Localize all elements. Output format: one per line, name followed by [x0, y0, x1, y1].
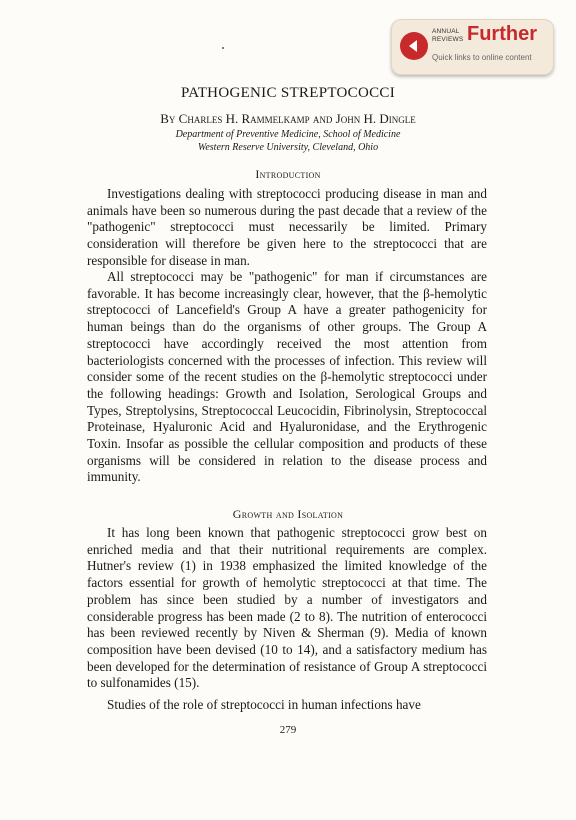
back-arrow-icon	[400, 32, 428, 60]
print-speck	[222, 47, 224, 49]
section-heading-introduction: Introduction	[255, 167, 321, 181]
badge-line1: ANNUAL	[432, 28, 460, 35]
intro-paragraph-2: All streptococci may be "pathogenic" for man if circumstances are favorable. It has become increasingly clear, however, that the β-hemolytic streptococci of Lancefield's Group A have a greater pathogenicity for human beings than do the organisms of other groups. The Group A streptococci have accordingly received the most attention from bacteriologists concerned with the processes of infection. This review will consider some of the recent studies on the β-hemolytic streptococci under the following headings: Growth and Isolation, Serological Groups and Types, Streptolysins, Streptococcal Leucocidin, Fibrinolysin, Streptococcal Proteinase, Hyaluronic Acid and Hyaluronidase, and the Erythrogenic Toxin. Insofar as possible the cellular composition and products of these organisms will be considered in relation to the disease process and immunity.	[87, 269, 487, 485]
growth-paragraph-1: It has long been known that pathogenic streptococci grow best on enriched media and that their nutritional requirements are complex. Hutner's review (1) in 1938 emphasized the limited knowledge of the factors essential for growth of hemolytic streptococci at that time. The problem has since been studied by a number of investigators and considerable progress has been made (2 to 8). The nutrition of enterococci has been reviewed recently by Niven & Sherman (9). Media of known composition have been devised (10 to 14), and a satisfactory medium has been developed for the determination of resistance of Group A streptococci to sulfonamides (15).	[87, 525, 487, 691]
affiliation-line-1: Department of Preventive Medicine, School of Medicine	[175, 129, 401, 140]
badge-line2: REVIEWS	[432, 35, 464, 43]
section-heading-growth: Growth and Isolation	[232, 507, 344, 521]
article-authors: By Charles H. Rammelkamp and John H. Dingle	[160, 111, 416, 126]
growth-paragraph-2: Studies of the role of streptococci in human infections have	[107, 697, 421, 712]
badge-subtitle: Quick links to online content	[432, 53, 532, 62]
further-links-badge[interactable]	[391, 19, 554, 75]
article-title: PATHOGENIC STREPTOCOCCI	[180, 85, 396, 101]
page-number: 279	[279, 724, 297, 736]
badge-further-label: Further	[467, 23, 537, 45]
affiliation-line-2: Western Reserve University, Cleveland, Ohio	[197, 142, 379, 153]
intro-paragraph-1: Investigations dealing with streptococci producing disease in man and animals have been so numerous during the past decade that a review of the "pathogenic" streptococci must necessarily be limited. Primary consideration will therefore be given here to the streptococci that are responsible for disease in man.	[87, 186, 487, 268]
